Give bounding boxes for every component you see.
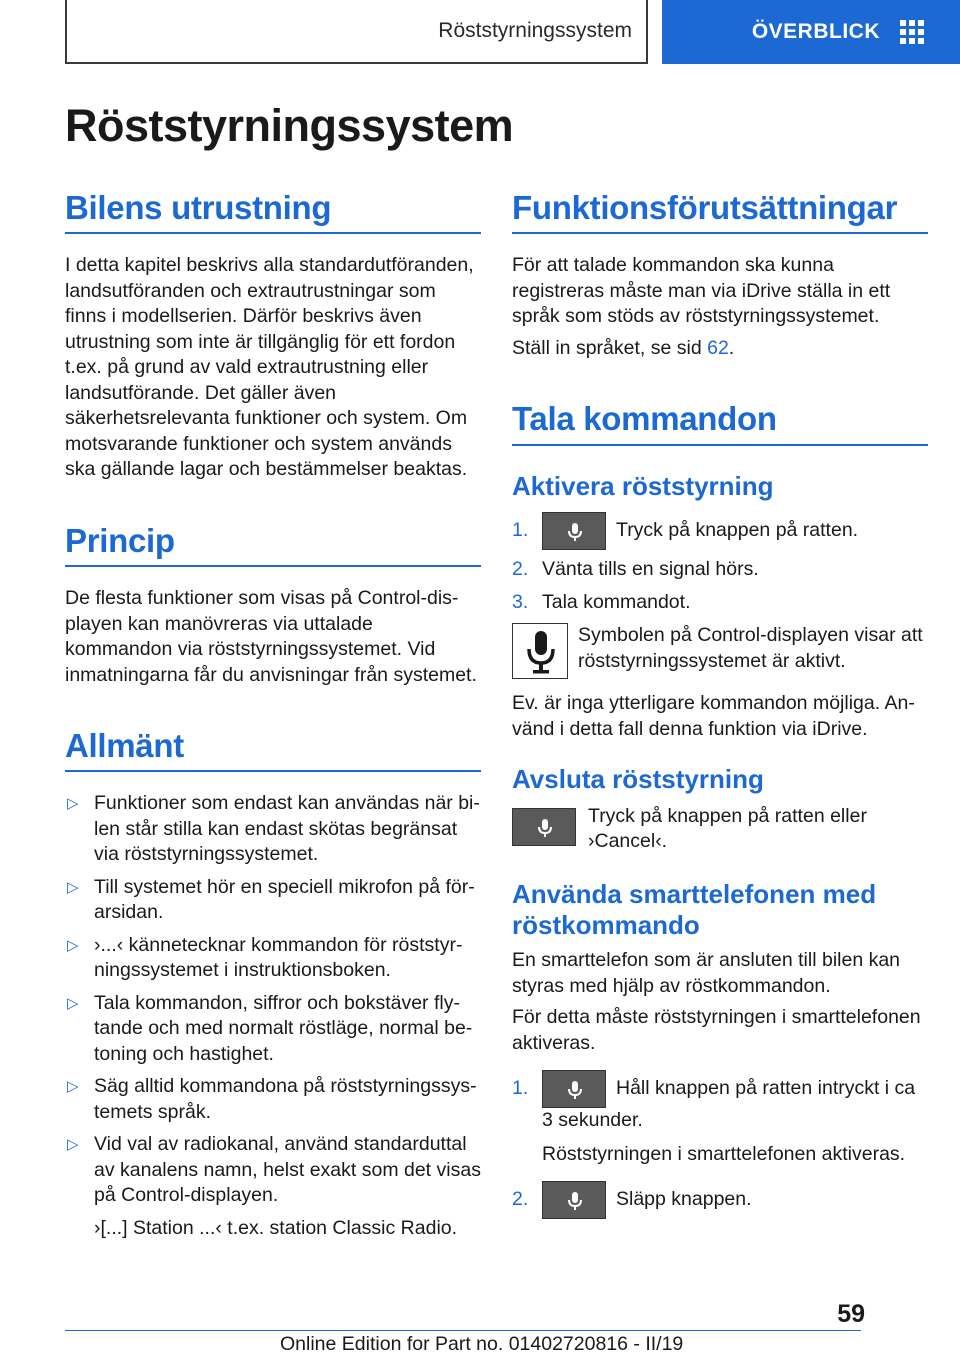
active-symbol-text: Symbolen på Control-displayen visar att röststyrningssystemet är aktivt. bbox=[578, 624, 923, 672]
list-item: 2. Släpp knappen. bbox=[512, 1181, 928, 1219]
page-reference-link[interactable]: 62 bbox=[707, 336, 729, 359]
list-item: ▷ Vid val av radiokanal, använd standarduttal av kanalens namn, helst exakt som det visas på Control-displayen. bbox=[65, 1132, 481, 1209]
smartphone-activated-text: Röststyrningen i smarttelefonen aktiveras. bbox=[542, 1142, 906, 1165]
steering-wheel-voice-button-icon bbox=[512, 808, 576, 846]
end-voice-text: Tryck på knappen på ratten eller ›Cancel‹. bbox=[588, 804, 867, 853]
triangle-bullet-icon: ▷ bbox=[67, 795, 79, 813]
section-title-equipment: Bilens utrustning bbox=[65, 190, 481, 234]
activate-steps bbox=[512, 512, 928, 615]
language-setting-text: Ställ in språket, se sid 62. bbox=[512, 336, 735, 359]
overview-nav-button[interactable] bbox=[662, 0, 960, 64]
list-item: ▷ ›...‹ kännetecknar kommandon för röststyrningssystemet i instruktionsboken. bbox=[65, 933, 481, 984]
triangle-bullet-icon: ▷ bbox=[67, 936, 79, 954]
subsection-title-smartphone: Använda smarttelefonen med röstkommando bbox=[512, 878, 877, 940]
steering-wheel-voice-button-icon bbox=[542, 512, 606, 550]
footer-divider bbox=[65, 1330, 861, 1331]
subsection-title-end: Avsluta röststyrning bbox=[512, 764, 764, 795]
requirements-text: För att talade kommandon ska kunna registreras måste man via iDrive ställa in ett språk som stöds av röststyrningssystemet. bbox=[512, 254, 891, 328]
triangle-bullet-icon: ▷ bbox=[67, 1136, 79, 1154]
active-symbol-row bbox=[512, 623, 928, 679]
right-column bbox=[512, 190, 928, 1219]
page-title: Röststyrningssystem bbox=[65, 100, 514, 151]
smartphone-text-1: En smarttelefon som är ansluten till bilen kan styras med hjälp av röstkommandon. bbox=[512, 949, 901, 997]
page-number: 59 bbox=[837, 1300, 865, 1328]
left-column bbox=[65, 190, 481, 1241]
list-item: 1. Tryck på knappen på ratten. bbox=[512, 512, 928, 550]
steering-wheel-voice-button-icon bbox=[542, 1181, 606, 1219]
triangle-bullet-icon: ▷ bbox=[67, 878, 79, 896]
microphone-symbol-icon bbox=[512, 623, 568, 679]
list-item: ▷ Tala kommandon, siffror och bokstäver flytande och med normalt röstläge, normal betoning och hastighet. bbox=[65, 991, 481, 1068]
activate-note: Ev. är inga ytterligare kommandon möjliga. Använd i detta fall denna funktion via iDrive. bbox=[512, 692, 915, 740]
subsection-title-activate: Aktivera röststyrning bbox=[512, 470, 774, 501]
header-section-title: Röststyrningssystem bbox=[438, 19, 632, 42]
footer-edition: Online Edition for Part no. 01402720816 - II/19 bbox=[280, 1333, 684, 1355]
general-bullet-list bbox=[65, 791, 481, 1241]
overview-label: ÖVERBLICK bbox=[751, 20, 880, 43]
triangle-bullet-icon: ▷ bbox=[67, 994, 79, 1012]
section-title-general: Allmänt bbox=[65, 728, 481, 772]
station-example: ›[...] Station ...‹ t.ex. station Classic Radio. bbox=[94, 1216, 458, 1239]
list-item: 1. Håll knappen på ratten intryckt i ca 3 sekunder. bbox=[512, 1070, 928, 1134]
list-item: ▷ Funktioner som endast kan användas när bilen står stilla kan endast skötas begränsat via röststyrningssystemet. bbox=[65, 791, 481, 868]
section-title-speak-commands: Tala kommandon bbox=[512, 401, 928, 445]
end-voice-row bbox=[512, 804, 928, 855]
principle-text: De flesta funktioner som visas på Control-displayen kan manövreras via uttalade kommandon via röststyrningssystemet. Vid inmatningarna får du anvisningar från systemet. bbox=[65, 587, 477, 686]
steering-wheel-voice-button-icon bbox=[542, 1070, 606, 1108]
triangle-bullet-icon: ▷ bbox=[67, 1078, 79, 1096]
list-item: 3. Tala kommandot. bbox=[512, 590, 691, 613]
section-title-principle: Princip bbox=[65, 523, 481, 567]
list-item: ▷ Säg alltid kommandona på röststyrningssystemets språk. bbox=[65, 1074, 481, 1125]
header-section bbox=[65, 0, 648, 64]
smartphone-text-2: För detta måste röststyrningen i smarttelefonen aktiveras. bbox=[512, 1006, 921, 1054]
list-item: 2. Vänta tills en signal hörs. bbox=[512, 558, 759, 581]
grid-menu-icon bbox=[900, 20, 924, 44]
equipment-text: I detta kapitel beskrivs alla standardutföranden, landsutföranden och extrautrustningar som finns i modellserien. Därför beskrivs även utrustning som inte är tillgänglig för ett fordon t.ex. på grund av vald extrautrustning eller landsutförande. Det gäller även säkerhetsrelevanta funktioner och system. Om motsvarande funktioner och system används ska gällande lagar och bestämmelser beaktas. bbox=[65, 254, 474, 481]
list-item: ▷ Till systemet hör en speciell mikrofon på förarsidan. bbox=[65, 875, 481, 926]
section-title-requirements: Funktionsförutsättningar bbox=[512, 190, 928, 234]
